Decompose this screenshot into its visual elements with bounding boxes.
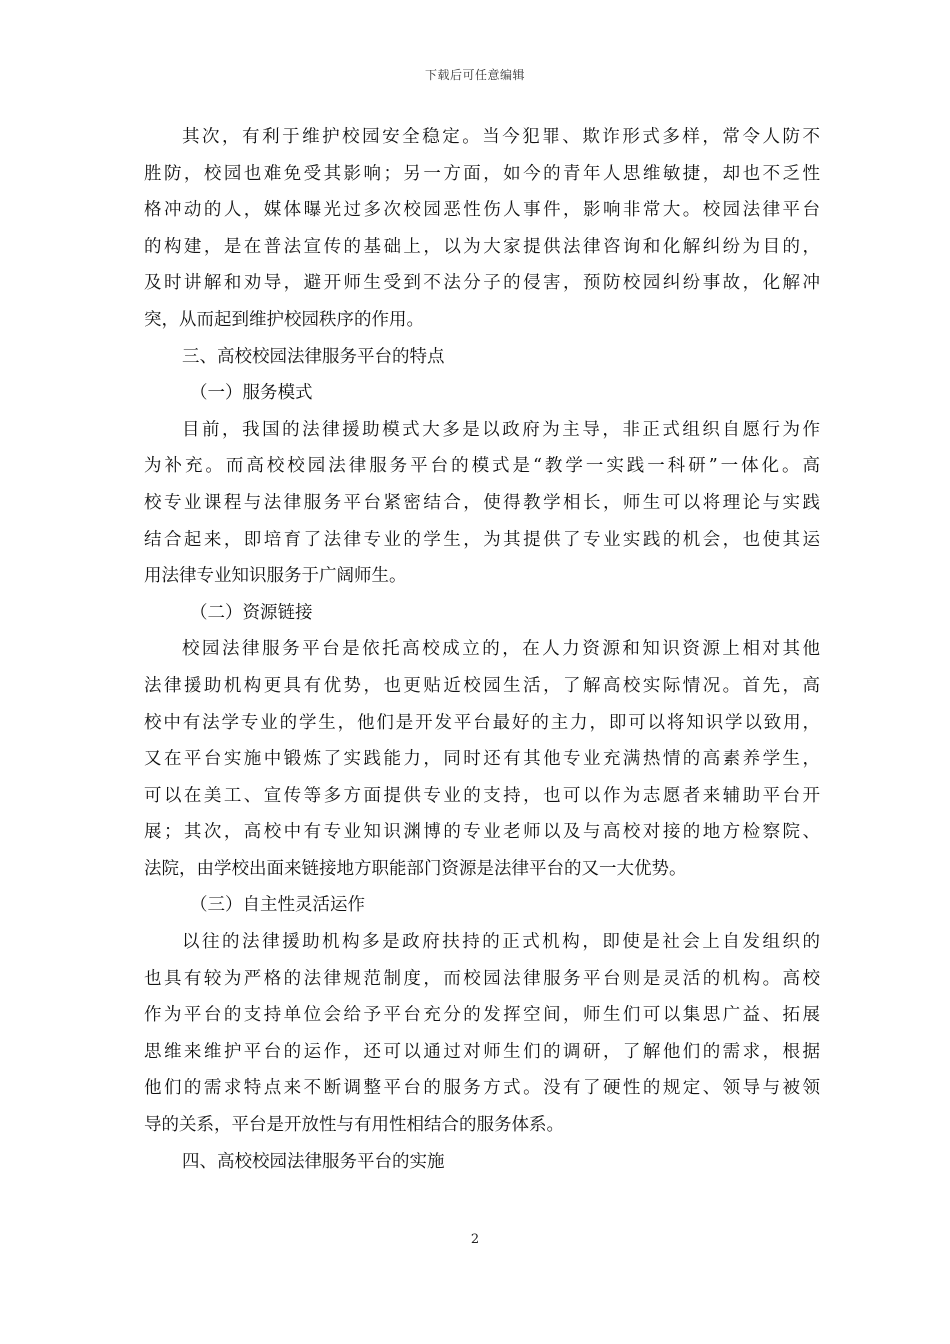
- section-heading: 三、高校校园法律服务平台的特点: [182, 346, 445, 367]
- subsection-heading: （三）自主性灵活运作: [190, 895, 365, 916]
- paragraph-line: 校专业课程与法律服务平台紧密结合，使得教学相长，师生可以将理论与实践: [144, 492, 820, 513]
- paragraph-line: 法律援助机构更具有优势，也更贴近校园生活，了解高校实际情况。首先，高: [144, 675, 820, 696]
- paragraph-line: 思维来维护平台的运作，还可以通过对师生们的调研，了解他们的需求，根据: [144, 1041, 820, 1062]
- paragraph-line: 校中有法学专业的学生，他们是开发平台最好的主力，即可以将知识学以致用，: [144, 712, 820, 733]
- paragraph-line: 他们的需求特点来不断调整平台的服务方式。没有了硬性的规定、领导与被领: [144, 1078, 820, 1099]
- subsection-heading: （一）服务模式: [190, 383, 313, 404]
- paragraph-line: 导的关系，平台是开放性与有用性相结合的服务体系。: [144, 1115, 564, 1136]
- paragraph-line: 为补充。而高校校园法律服务平台的模式是“教学一实践一科研”一体化。高: [144, 456, 820, 477]
- paragraph-line: 可以在美工、宣传等多方面提供专业的支持，也可以作为志愿者来辅助平台开: [144, 785, 820, 806]
- paragraph-line: 胜防，校园也难免受其影响；另一方面，如今的青年人思维敏捷，却也不乏性: [144, 163, 820, 184]
- page-number: 2: [470, 1232, 480, 1247]
- paragraph-line: 结合起来，即培育了法律专业的学生，为其提供了专业实践的机会，也使其运: [144, 529, 820, 550]
- paragraph-line: 又在平台实施中锻炼了实践能力，同时还有其他专业充满热情的高素养学生，: [144, 749, 820, 770]
- page-header: 下载后可任意编辑: [424, 68, 525, 82]
- document-body: [144, 122, 820, 1183]
- paragraph-line: 格冲动的人，媒体曝光过多次校园恶性伤人事件，影响非常大。校园法律平台: [144, 200, 820, 221]
- paragraph-line: 校园法律服务平台是依托高校成立的，在人力资源和知识资源上相对其他: [182, 639, 820, 660]
- paragraph-line: 的构建，是在普法宣传的基础上，以为大家提供法律咨询和化解纠纷为目的，: [144, 236, 820, 257]
- paragraph-line: 作为平台的支持单位会给予平台充分的发挥空间，师生们可以集思广益、拓展: [144, 1005, 820, 1026]
- paragraph-line: 法院，由学校出面来链接地方职能部门资源是法律平台的又一大优势。: [144, 858, 687, 879]
- subsection-heading: （二）资源链接: [190, 602, 313, 623]
- paragraph-line: 展；其次，高校中有专业知识渊博的专业老师以及与高校对接的地方检察院、: [144, 822, 820, 843]
- paragraph-line: 也具有较为严格的法律规范制度，而校园法律服务平台则是灵活的机构。高校: [144, 968, 820, 989]
- paragraph-line: 突，从而起到维护校园秩序的作用。: [144, 309, 424, 330]
- paragraph-line: 其次，有利于维护校园安全稳定。当今犯罪、欺诈形式多样，常令人防不: [182, 127, 820, 147]
- paragraph-line: 及时讲解和劝导，避开师生受到不法分子的侵害，预防校园纠纷事故，化解冲: [144, 273, 820, 294]
- paragraph-line: 目前，我国的法律援助模式大多是以政府为主导，非正式组织自愿行为作: [182, 419, 820, 440]
- paragraph-line: 以往的法律援助机构多是政府扶持的正式机构，即使是社会上自发组织的: [182, 932, 820, 953]
- paragraph-line: 用法律专业知识服务于广阔师生。: [144, 566, 407, 587]
- section-heading: 四、高校校园法律服务平台的实施: [182, 1151, 445, 1172]
